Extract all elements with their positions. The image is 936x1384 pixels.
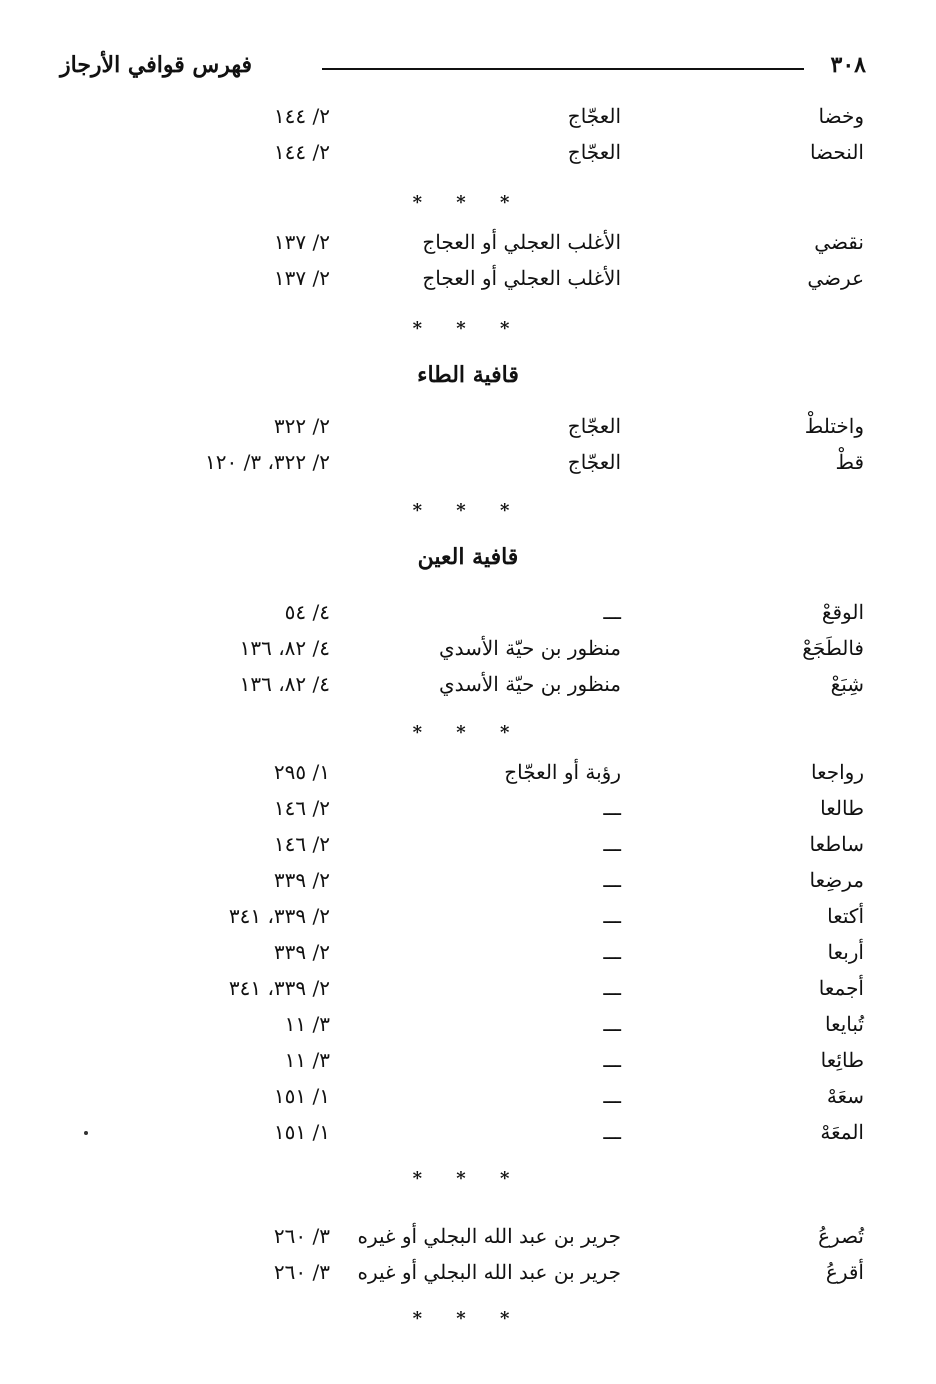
volume-page-ref: ٢/ ٣٢٢ bbox=[273, 414, 330, 438]
poet-name: ـــ bbox=[603, 832, 621, 856]
section-separator: * * * bbox=[412, 722, 524, 743]
poet-name: جرير بن عبد الله البجلي أو غيره bbox=[357, 1224, 621, 1248]
index-row bbox=[0, 1048, 936, 1082]
poet-name: ـــ bbox=[603, 796, 621, 820]
volume-page-ref: ٣/ ١١ bbox=[284, 1048, 330, 1072]
section-separator: * * * bbox=[412, 318, 524, 339]
poet-name: الأغلب العجلي أو العجاج bbox=[422, 266, 621, 290]
index-row bbox=[0, 140, 936, 174]
index-row bbox=[0, 1260, 936, 1294]
index-row bbox=[0, 904, 936, 938]
index-row bbox=[0, 636, 936, 670]
rhyme-word: الوقعْ bbox=[821, 600, 864, 624]
rhyme-word: عرضي bbox=[807, 266, 864, 290]
index-row bbox=[0, 230, 936, 264]
index-row bbox=[0, 976, 936, 1010]
volume-page-ref: ٢/ ٣٣٩، ٣٤١ bbox=[228, 904, 330, 928]
index-row bbox=[0, 868, 936, 902]
rhyme-word: تُصرعُ bbox=[818, 1224, 864, 1248]
rhyme-word: نقضي bbox=[814, 230, 864, 254]
volume-page-ref: ١/ ١٥١ bbox=[273, 1120, 330, 1144]
rhyme-word: ساطعا bbox=[809, 832, 864, 856]
poet-name: العجّاج bbox=[567, 450, 621, 474]
poet-name: ـــ bbox=[603, 1048, 621, 1072]
section-heading-ayn: قافية العين bbox=[417, 544, 519, 570]
volume-page-ref: ١/ ١٥١ bbox=[273, 1084, 330, 1108]
volume-page-ref: ٢/ ١٤٤ bbox=[273, 104, 330, 128]
rhyme-word: أكتعا bbox=[827, 904, 864, 928]
poet-name: الأغلب العجلي أو العجاج bbox=[422, 230, 621, 254]
section-separator: * * * bbox=[412, 1308, 524, 1329]
index-row bbox=[0, 672, 936, 706]
poet-name: العجّاج bbox=[567, 414, 621, 438]
rhyme-word: أربعا bbox=[827, 940, 864, 964]
poet-name: جرير بن عبد الله البجلي أو غيره bbox=[357, 1260, 621, 1284]
poet-name: ـــ bbox=[603, 1120, 621, 1144]
rhyme-word: أجمعا bbox=[818, 976, 864, 1000]
rhyme-word: أقرعُ bbox=[825, 1260, 864, 1284]
volume-page-ref: ١/ ٢٩٥ bbox=[273, 760, 330, 784]
poet-name: رؤبة أو العجّاج bbox=[504, 760, 621, 784]
index-row bbox=[0, 1120, 936, 1154]
rhyme-word: فالطَجَعْ bbox=[802, 636, 864, 660]
index-row bbox=[0, 1012, 936, 1046]
section-separator: * * * bbox=[412, 500, 524, 521]
rhyme-word: طالعا bbox=[820, 796, 864, 820]
index-row bbox=[0, 266, 936, 300]
poet-name: ـــ bbox=[603, 940, 621, 964]
volume-page-ref: ٢/ ١٤٦ bbox=[273, 832, 330, 856]
rhyme-word: طائِعا bbox=[820, 1048, 864, 1072]
rhyme-word: وخضا bbox=[818, 104, 864, 128]
rhyme-word: واختلطْ bbox=[804, 414, 864, 438]
index-row bbox=[0, 600, 936, 634]
volume-page-ref: ٢/ ٣٣٩، ٣٤١ bbox=[228, 976, 330, 1000]
rhyme-word: رواجعا bbox=[811, 760, 864, 784]
volume-page-ref: ٢/ ١٣٧ bbox=[273, 266, 330, 290]
poet-name: ـــ bbox=[603, 976, 621, 1000]
volume-page-ref: ٣/ ٢٦٠ bbox=[273, 1260, 330, 1284]
volume-page-ref: ٢/ ١٤٦ bbox=[273, 796, 330, 820]
poet-name: العجّاج bbox=[567, 140, 621, 164]
rhyme-word: المعَهْ bbox=[820, 1120, 864, 1144]
volume-page-ref: ٢/ ٣٢٢، ٣/ ١٢٠ bbox=[205, 450, 330, 474]
poet-name: ـــ bbox=[603, 1012, 621, 1036]
index-row bbox=[0, 1084, 936, 1118]
volume-page-ref: ٤/ ٥٤ bbox=[284, 600, 330, 624]
index-row bbox=[0, 450, 936, 484]
header-rule bbox=[322, 68, 804, 70]
volume-page-ref: ٣/ ١١ bbox=[284, 1012, 330, 1036]
poet-name: منظور بن حيّة الأسدي bbox=[438, 636, 621, 660]
poet-name: ـــ bbox=[603, 600, 621, 624]
poet-name: ـــ bbox=[603, 1084, 621, 1108]
page-header bbox=[60, 52, 866, 86]
index-row bbox=[0, 1224, 936, 1258]
page-number: ٣٠٨ bbox=[830, 52, 866, 78]
index-row bbox=[0, 940, 936, 974]
index-row bbox=[0, 832, 936, 866]
index-row bbox=[0, 104, 936, 138]
rhyme-word: النحضا bbox=[809, 140, 864, 164]
index-row bbox=[0, 796, 936, 830]
poet-name: العجّاج bbox=[567, 104, 621, 128]
section-separator: * * * bbox=[412, 1168, 524, 1189]
volume-page-ref: ٤/ ٨٢، ١٣٦ bbox=[239, 672, 330, 696]
rhyme-word: شِبَعْ bbox=[830, 672, 864, 696]
section-heading-taa: قافية الطاء bbox=[417, 362, 519, 388]
volume-page-ref: ٢/ ٣٣٩ bbox=[273, 868, 330, 892]
poet-name: ـــ bbox=[603, 904, 621, 928]
volume-page-ref: ٢/ ٣٣٩ bbox=[273, 940, 330, 964]
rhyme-word: تُبايعا bbox=[824, 1012, 864, 1036]
volume-page-ref: ٢/ ١٣٧ bbox=[273, 230, 330, 254]
rhyme-word: سعَهْ bbox=[826, 1084, 864, 1108]
stray-mark bbox=[84, 1131, 88, 1135]
volume-page-ref: ٤/ ٨٢، ١٣٦ bbox=[239, 636, 330, 660]
volume-page-ref: ٣/ ٢٦٠ bbox=[273, 1224, 330, 1248]
section-separator: * * * bbox=[412, 192, 524, 213]
rhyme-word: مرضِعا bbox=[809, 868, 864, 892]
index-row bbox=[0, 760, 936, 794]
volume-page-ref: ٢/ ١٤٤ bbox=[273, 140, 330, 164]
poet-name: ـــ bbox=[603, 868, 621, 892]
index-row bbox=[0, 414, 936, 448]
running-title: فهرس قوافي الأرجاز bbox=[60, 52, 253, 78]
rhyme-word: قطْ bbox=[835, 450, 864, 474]
poet-name: منظور بن حيّة الأسدي bbox=[438, 672, 621, 696]
